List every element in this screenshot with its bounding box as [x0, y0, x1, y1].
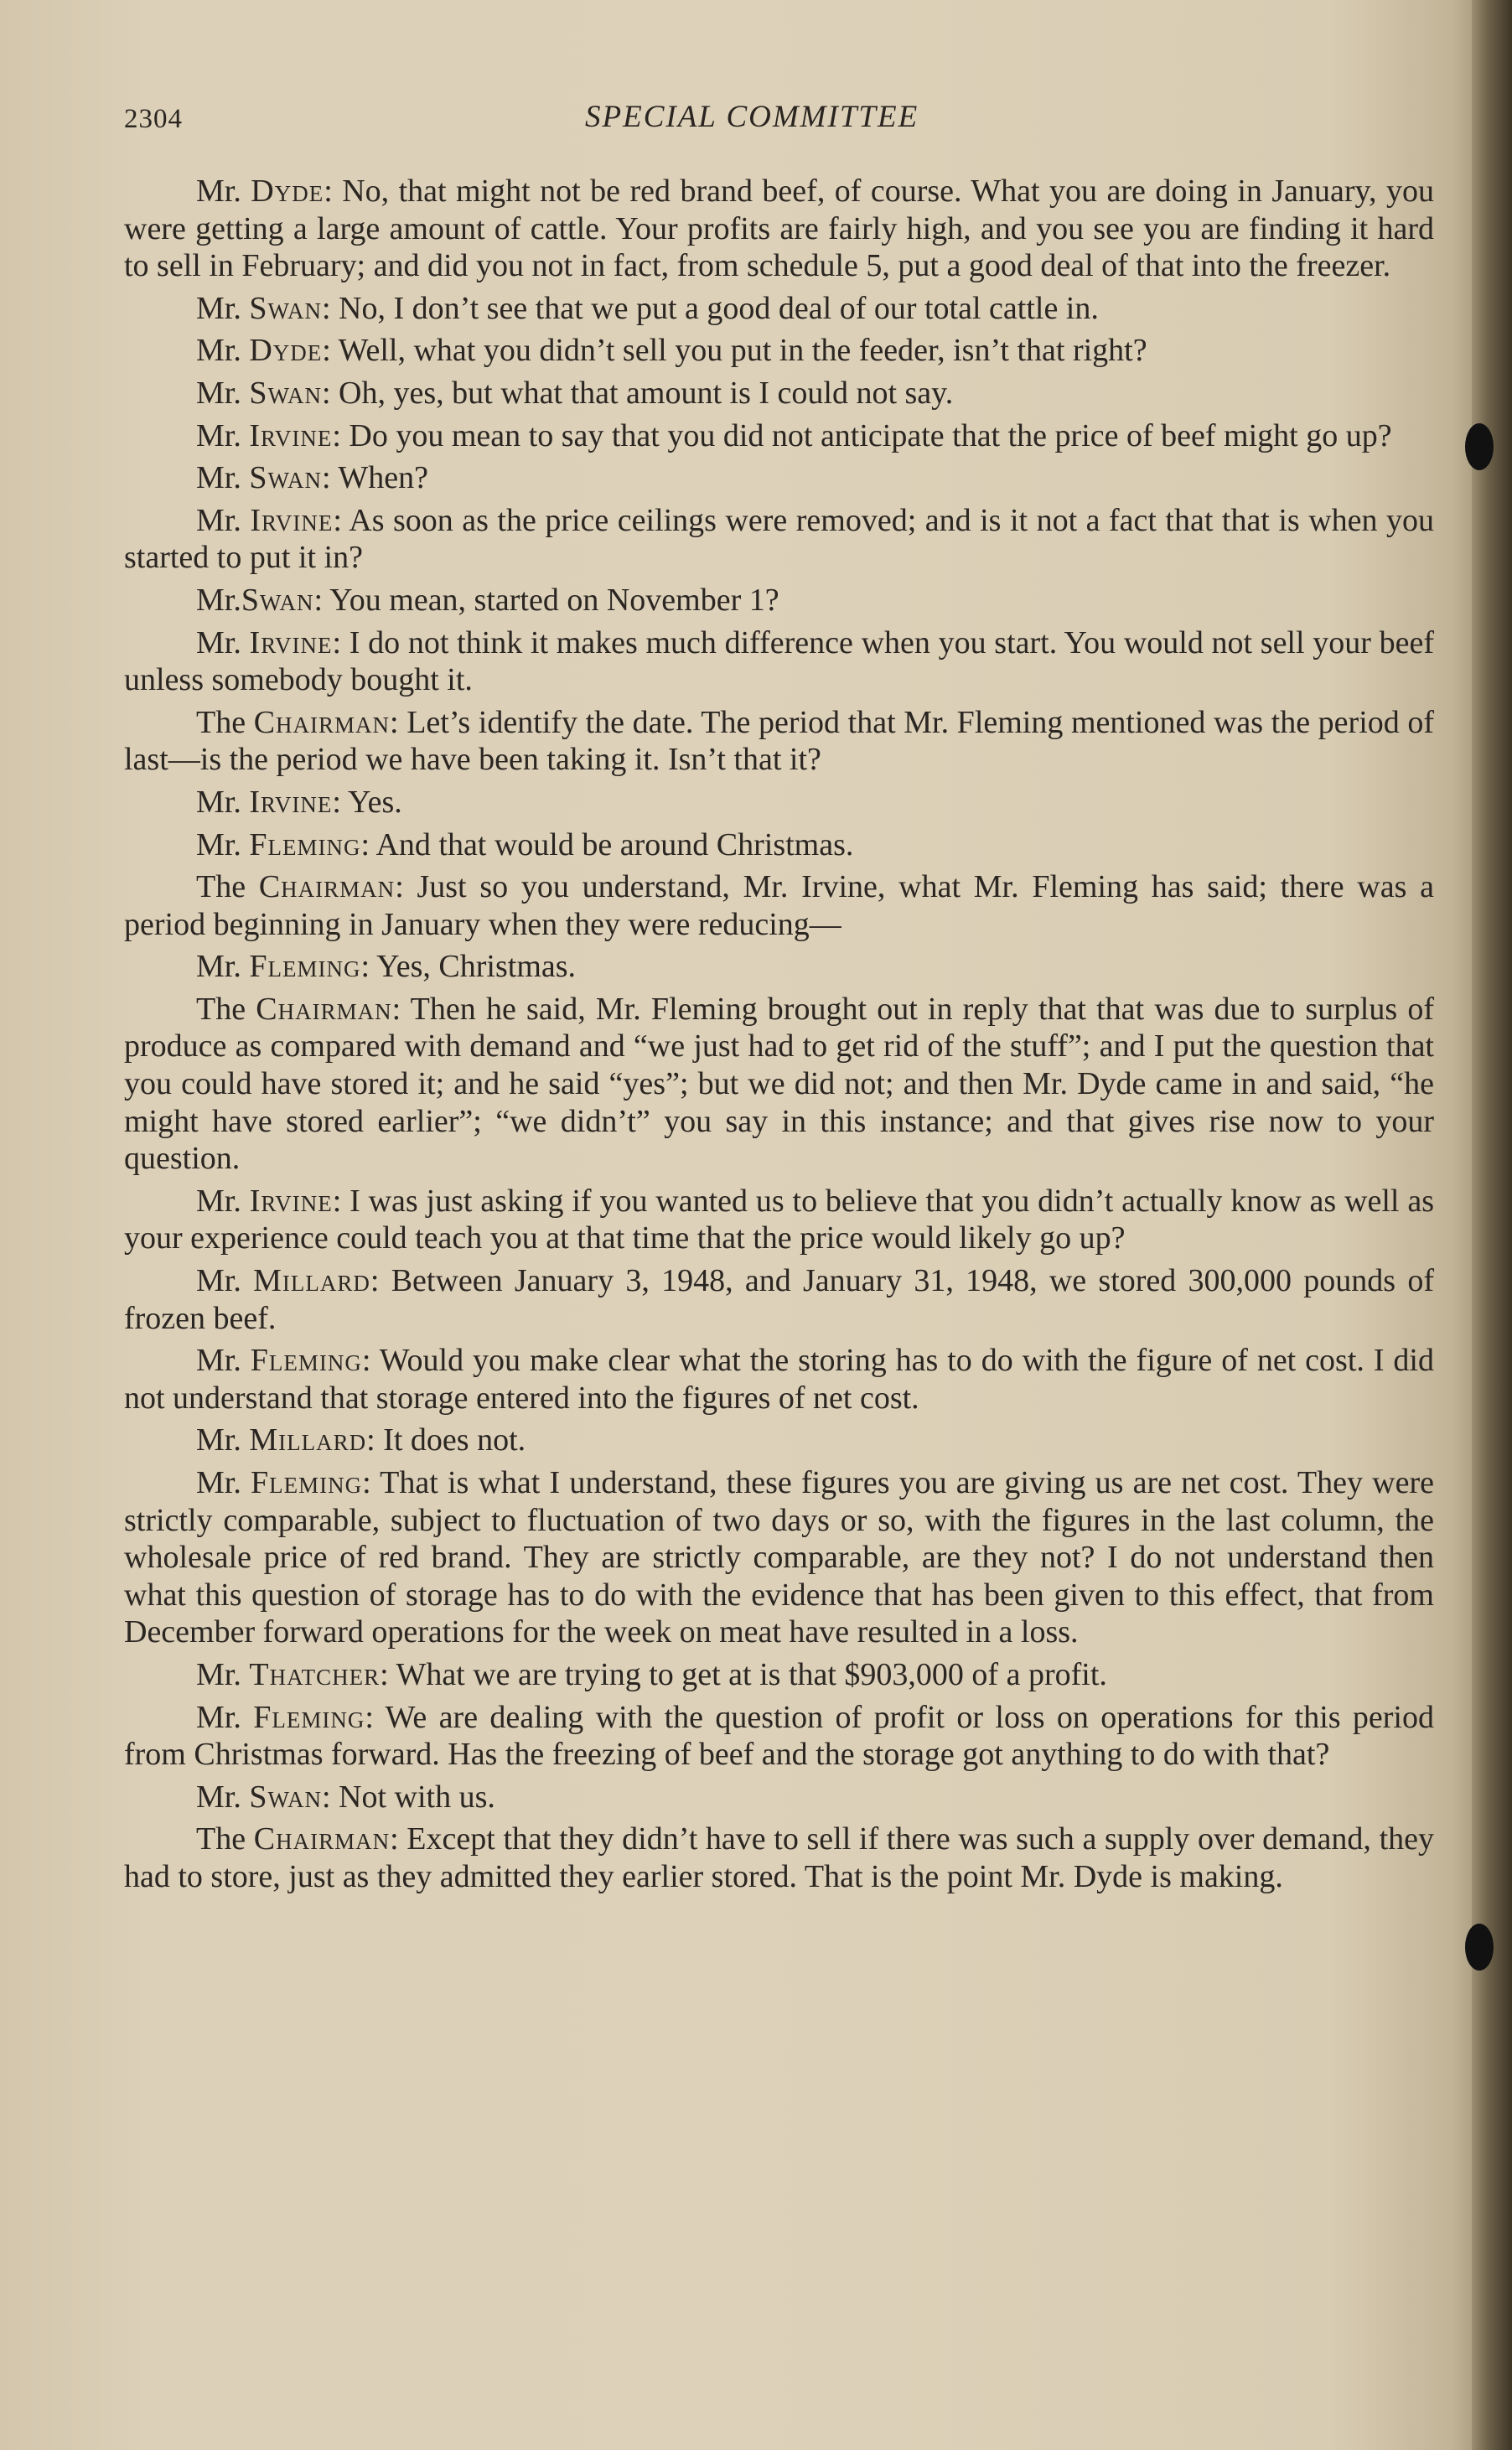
paragraph-text: : Do you mean to say that you did not anticipate that the price of beef might go up?	[332, 417, 1392, 453]
page-number: 2304	[124, 104, 183, 134]
paragraph-text: : Except that they didn’t have to sell if there was such a supply over demand, they had to store, just as they admitted they earlier stored. That is the point Mr. Dyde is making.	[124, 1821, 1434, 1894]
speaker-title: Mr.	[196, 333, 250, 369]
paragraph	[124, 1821, 1434, 1895]
paragraph	[124, 948, 1434, 986]
binding-hole	[1465, 423, 1494, 470]
page-header	[124, 99, 1432, 144]
paragraph-text: : We are dealing with the question of profit or loss on operations for this period from Christmas forward. Has the freezing of beef and the storage got anything to do with that?	[124, 1699, 1434, 1773]
speaker-name: Chairman	[256, 991, 392, 1027]
paragraph	[124, 1699, 1434, 1774]
paragraph	[124, 1656, 1434, 1694]
speaker-title: Mr.	[196, 502, 251, 538]
paragraph	[124, 459, 1434, 497]
paragraph-text: : Let’s identify the date. The period that Mr. Fleming mentioned was the period of last—is the period we have been taking it. Isn’t that it?	[124, 704, 1435, 778]
speaker-title: Mr.	[196, 460, 250, 496]
speaker-name: Irvine	[249, 1183, 333, 1219]
paragraph	[124, 290, 1434, 328]
paragraph-text: : When?	[321, 460, 428, 496]
paragraph-text: : It does not.	[366, 1422, 526, 1458]
speaker-title: Mr.	[196, 1343, 251, 1379]
paragraph-text: : Just so you understand, Mr. Irvine, what Mr. Fleming has said; there was a period beginning in January when they were reducing—	[124, 869, 1435, 942]
paragraph-text: : No, that might not be red brand beef, of course. What you are doing in January, you were getting a large amount of cattle. Your profits are fairly high, and you see you are finding it hard to sell in February; and did you not in fact, from schedule 5, put a good deal of that into the freezer.	[124, 174, 1434, 284]
running-head: SPECIAL COMMITTEE	[585, 100, 919, 134]
speaker-title: Mr.	[196, 174, 251, 209]
paragraph-text: : Then he said, Mr. Fleming brought out in reply that that was due to surplus of produce as compared with demand and “we just had to get rid of the stuff”; and I put the question that you could have stored it; and he said “yes”; but we did not; and then Mr. Dyde came in and said, “he might have stored earlier”; “we didn’t” you say in this instance; and that gives rise now to your question.	[124, 991, 1434, 1177]
paragraph-text: : Yes, Christmas.	[360, 949, 577, 985]
paragraph-text: : No, I don’t see that we put a good deal of our total cattle in.	[321, 290, 1099, 326]
paragraph-text: : That is what I understand, these figures you are giving us are net cost. They were strictly comparable, subject to fluctuation of two days or so, with the figures in the last column, the wholesale price of red brand. They are strictly comparable, are they not? I do not understand then what this question of storage has to do with the evidence that has been given to this effect, that from December forward operations for the week on meat have resulted in a loss.	[124, 1465, 1434, 1650]
paragraph	[124, 1779, 1434, 1816]
paragraph-text: : Well, what you didn’t sell you put in the feeder, isn’t that right?	[322, 333, 1147, 369]
speaker-title: Mr.	[196, 1656, 250, 1692]
speaker-name: Chairman	[253, 704, 391, 740]
speaker-name: Irvine	[249, 624, 333, 660]
paragraph	[124, 704, 1434, 779]
paragraph	[124, 991, 1434, 1178]
paragraph	[124, 784, 1434, 821]
paragraph	[124, 332, 1434, 370]
speaker-name: Chairman	[253, 1821, 391, 1857]
paragraph-text: : Oh, yes, but what that amount is I could not say.	[321, 375, 954, 411]
speaker-title: The	[196, 704, 254, 740]
speaker-name: Millard	[249, 1422, 367, 1458]
speaker-title: Mr.	[196, 1183, 250, 1219]
paragraph	[124, 624, 1434, 699]
paragraph	[124, 375, 1434, 412]
speaker-title: Mr.	[196, 1465, 251, 1500]
paragraph	[124, 1464, 1434, 1651]
paragraph	[124, 173, 1434, 285]
paragraph-text: : I do not think it makes much difference when you start. You would not sell your beef unless somebody bought it.	[124, 624, 1434, 698]
speaker-name: Fleming	[253, 1699, 365, 1735]
paragraph	[124, 826, 1434, 864]
speaker-name: Thatcher	[249, 1656, 381, 1692]
speaker-name: Fleming	[251, 1465, 363, 1500]
speaker-name: Swan	[249, 375, 322, 411]
speaker-title: Mr.	[196, 784, 250, 820]
paragraph-text: : What we are trying to get at is that $903,000 of a profit.	[380, 1656, 1107, 1692]
paragraph	[124, 1342, 1434, 1417]
speaker-name: Swan	[249, 1779, 322, 1815]
paragraph-text: : Would you make clear what the storing has to do with the figure of net cost. I did not understand that storage entered into the figures of net cost.	[124, 1343, 1434, 1416]
speaker-name: Fleming	[250, 1343, 362, 1379]
paragraph	[124, 1422, 1434, 1459]
paragraph	[124, 582, 1434, 619]
paragraph	[124, 1262, 1434, 1337]
speaker-title: Mr.	[196, 417, 250, 453]
paragraph-text: : Between January 3, 1948, and January 31, 1948, we stored 300,000 pounds of frozen beef.	[124, 1263, 1434, 1336]
paragraph	[124, 417, 1434, 455]
speaker-title: Mr.	[196, 1422, 250, 1458]
speaker-title: Mr.	[196, 624, 250, 660]
speaker-name: Chairman	[258, 869, 396, 905]
speaker-title: Mr.	[196, 1699, 254, 1735]
speaker-name: Swan	[241, 582, 314, 618]
paragraph-text: : As soon as the price ceilings were removed; and is it not a fact that that is when you started to put it in?	[124, 502, 1434, 576]
speaker-title: The	[196, 1821, 254, 1857]
paragraph	[124, 502, 1434, 577]
paragraph-text: : And that would be around Christmas.	[360, 826, 854, 862]
paragraph-text: : Not with us.	[321, 1779, 495, 1815]
speaker-title: Mr.	[196, 1263, 254, 1299]
speaker-title: The	[196, 869, 259, 905]
speaker-title: Mr.	[196, 375, 250, 411]
paragraph-text: : I was just asking if you wanted us to believe that you didn’t actually know as well as your experience could teach you at that time that the price would likely go up?	[124, 1183, 1434, 1256]
binding-edge	[1472, 0, 1512, 2450]
paragraph-text: : Yes.	[332, 784, 402, 820]
transcript-body	[124, 173, 1434, 1901]
speaker-name: Fleming	[249, 826, 361, 862]
speaker-title: Mr.	[196, 949, 250, 985]
paragraph-text: : You mean, started on November 1?	[313, 582, 779, 618]
speaker-name: Swan	[249, 290, 322, 326]
speaker-name: Dyde	[251, 174, 324, 209]
speaker-name: Irvine	[249, 417, 333, 453]
paragraph	[124, 868, 1434, 943]
speaker-name: Dyde	[249, 333, 323, 369]
paragraph	[124, 1183, 1434, 1257]
speaker-title: Mr.	[196, 1779, 250, 1815]
speaker-title: The	[196, 991, 256, 1027]
speaker-title: Mr.	[196, 826, 250, 862]
speaker-name: Swan	[249, 460, 322, 496]
speaker-name: Fleming	[249, 949, 361, 985]
speaker-title: Mr.	[196, 582, 241, 618]
speaker-name: Irvine	[249, 784, 333, 820]
speaker-name: Millard	[253, 1263, 370, 1299]
speaker-title: Mr.	[196, 290, 250, 326]
binding-hole	[1465, 1924, 1494, 1971]
speaker-name: Irvine	[250, 502, 334, 538]
